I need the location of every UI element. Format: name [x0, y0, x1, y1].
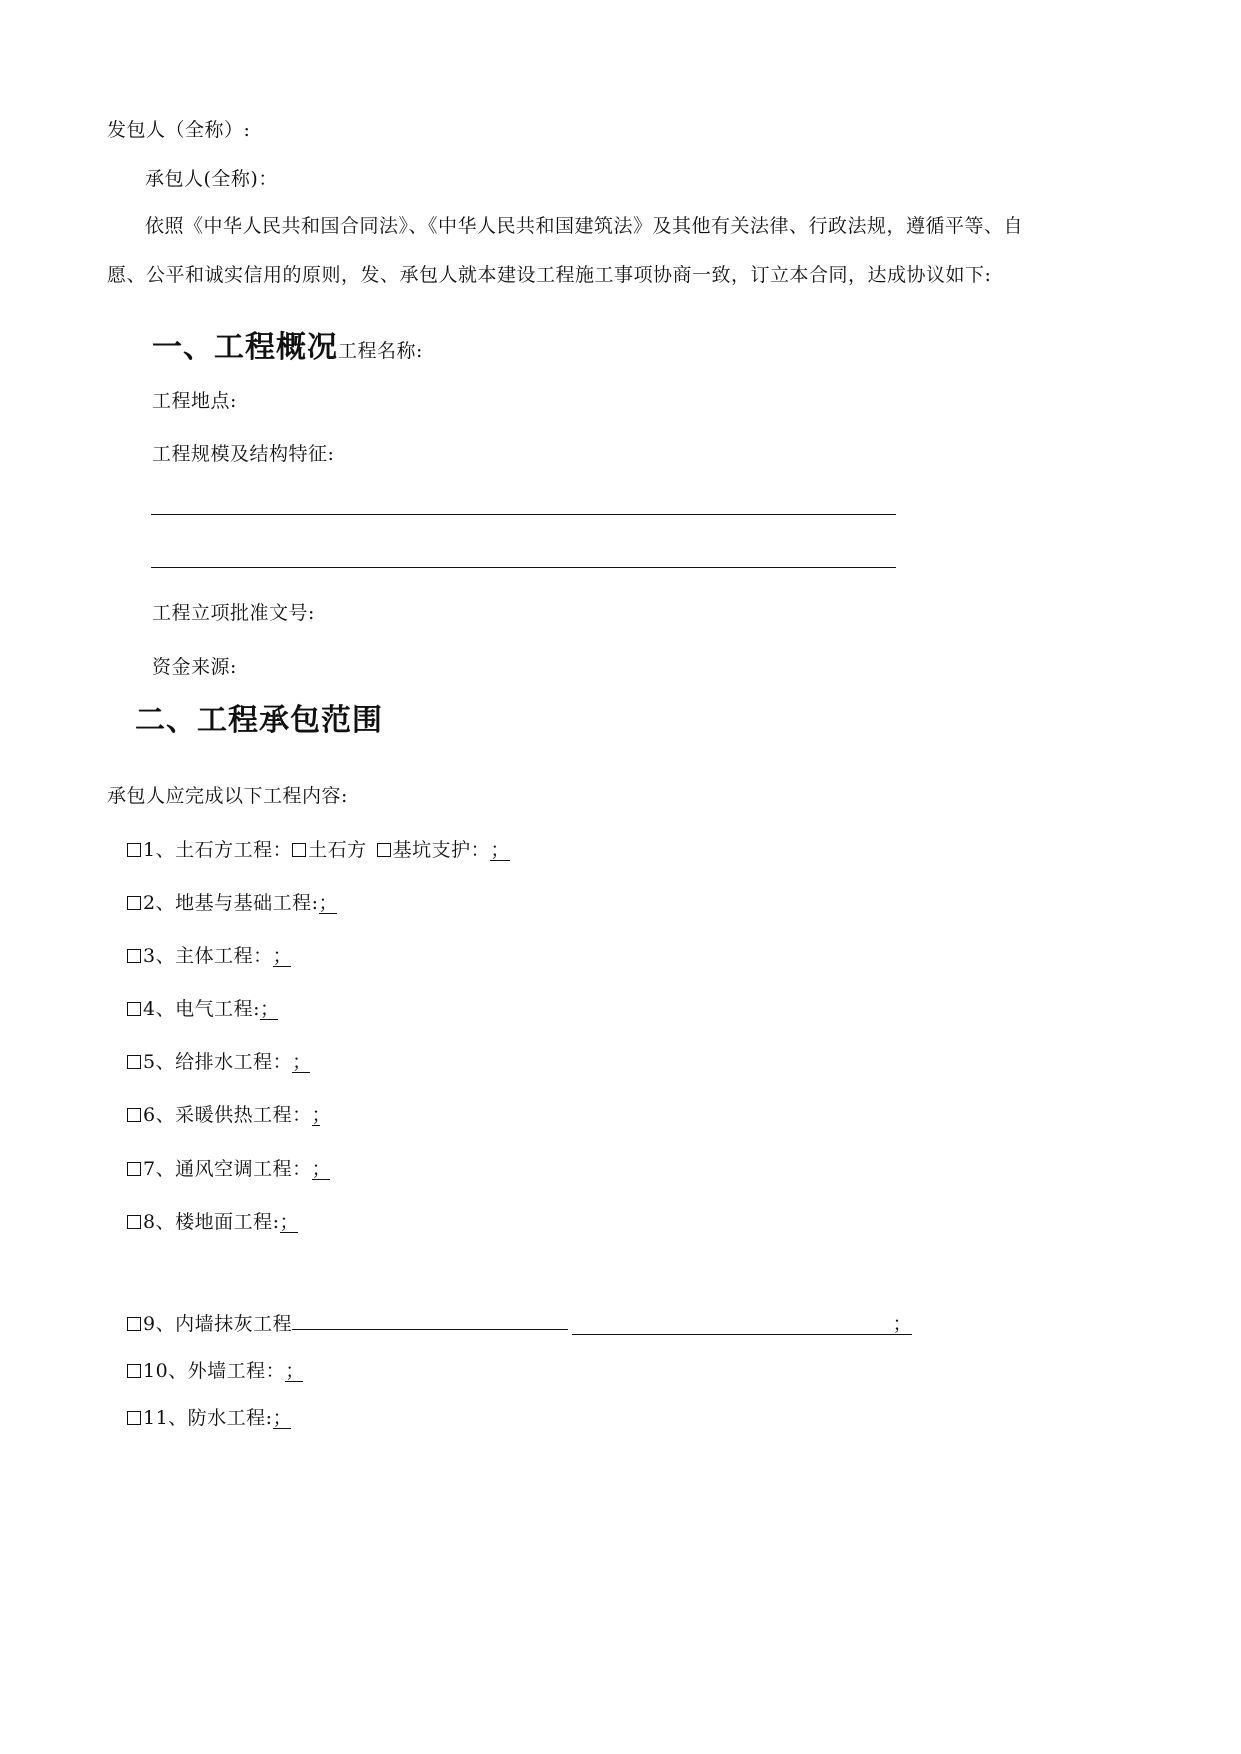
scope-item-1 — [127, 838, 510, 862]
scope-item-7-blank[interactable]: ； — [311, 1158, 332, 1180]
project-scale-label: 工程规模及结构特征: — [152, 443, 335, 465]
scope-item-7 — [127, 1157, 330, 1181]
checkbox-11[interactable] — [127, 1411, 141, 1425]
scope-item-1-option-2: 基坑支护： — [392, 839, 491, 861]
scope-item-3-label: 3、主体工程： — [143, 945, 273, 967]
checkbox-5[interactable] — [127, 1055, 141, 1069]
scope-item-3 — [127, 944, 291, 968]
checkbox-7[interactable] — [127, 1162, 141, 1176]
scope-item-8-blank[interactable]: ； — [279, 1211, 300, 1233]
scope-item-8-label: 8、楼地面工程: — [143, 1211, 280, 1233]
scope-item-11-label: 11、防水工程: — [143, 1407, 273, 1429]
scope-item-2 — [127, 891, 337, 915]
scope-item-5-label: 5、给排水工程： — [143, 1051, 293, 1073]
scope-item-4-blank[interactable]: ； — [260, 998, 280, 1020]
scope-item-1-option-1: 土石方 — [308, 839, 367, 861]
section-1-title: 一、工程概况 — [152, 330, 338, 365]
checkbox-10[interactable] — [127, 1364, 141, 1378]
scope-item-2-blank[interactable]: ； — [318, 892, 339, 914]
scope-item-4 — [127, 997, 278, 1021]
scope-intro: 承包人应完成以下工程内容: — [107, 785, 348, 807]
scale-fill-line-2 — [151, 567, 896, 568]
checkbox-1[interactable] — [127, 843, 141, 857]
scope-item-6 — [127, 1103, 332, 1127]
scope-item-2-label: 2、地基与基础工程: — [143, 892, 319, 914]
scope-item-10-label: 10、外墙工程： — [143, 1360, 286, 1382]
checkbox-3[interactable] — [127, 949, 141, 963]
checkbox-2[interactable] — [127, 896, 141, 910]
checkbox-1a[interactable] — [292, 843, 306, 857]
section-2-title: 二、工程承包范围 — [135, 703, 383, 738]
scope-item-8 — [127, 1210, 298, 1234]
funding-source-label: 资金来源: — [152, 656, 237, 678]
checkbox-9[interactable] — [127, 1317, 141, 1331]
scope-item-10 — [127, 1359, 303, 1383]
scope-item-9-label: 9、内墙抹灰工程 — [143, 1313, 293, 1335]
employer-label: 发包人（全称）: — [107, 119, 251, 141]
checkbox-1b[interactable] — [377, 843, 391, 857]
project-location-label: 工程地点: — [152, 390, 237, 412]
preamble-line-1: 依照《中华人民共和国合同法》、《中华人民共和国建筑法》及其他有关法律、行政法规，遵循平等、自 — [145, 215, 1024, 237]
scope-item-1-blank[interactable]: ； — [490, 839, 510, 861]
contractor-label: 承包人(全称)： — [145, 168, 278, 190]
preamble-line-2: 愿、公平和诚实信用的原则，发、承包人就本建设工程施工事项协商一致，订立本合同，达成协议如下: — [107, 264, 992, 286]
scope-item-5 — [127, 1050, 310, 1074]
checkbox-8[interactable] — [127, 1215, 141, 1229]
scope-item-10-blank[interactable]: ； — [285, 1360, 305, 1382]
scope-item-1-label: 1、土石方工程： — [143, 839, 293, 861]
section-1-heading — [152, 330, 423, 369]
scope-item-9-blank-b[interactable]: ； — [572, 1314, 912, 1335]
scope-item-6-blank[interactable]: ； — [311, 1104, 332, 1126]
scope-item-5-blank[interactable]: ； — [292, 1051, 312, 1073]
approval-number-label: 工程立项批准文号: — [152, 602, 315, 624]
scope-item-6-label: 6、采暖供热工程： — [143, 1104, 312, 1126]
checkbox-6[interactable] — [127, 1108, 141, 1122]
scope-item-3-blank[interactable]: ； — [272, 945, 293, 967]
scope-item-4-label: 4、电气工程: — [143, 998, 260, 1020]
scale-fill-line-1 — [151, 514, 896, 515]
scope-item-9 — [127, 1312, 912, 1336]
scope-item-11-blank[interactable]: ； — [272, 1407, 293, 1429]
scope-item-7-label: 7、通风空调工程： — [143, 1158, 312, 1180]
checkbox-4[interactable] — [127, 1002, 141, 1016]
project-name-label: 工程名称: — [338, 340, 423, 362]
scope-item-11 — [127, 1406, 291, 1430]
scope-item-9-blank-a[interactable] — [292, 1329, 568, 1330]
